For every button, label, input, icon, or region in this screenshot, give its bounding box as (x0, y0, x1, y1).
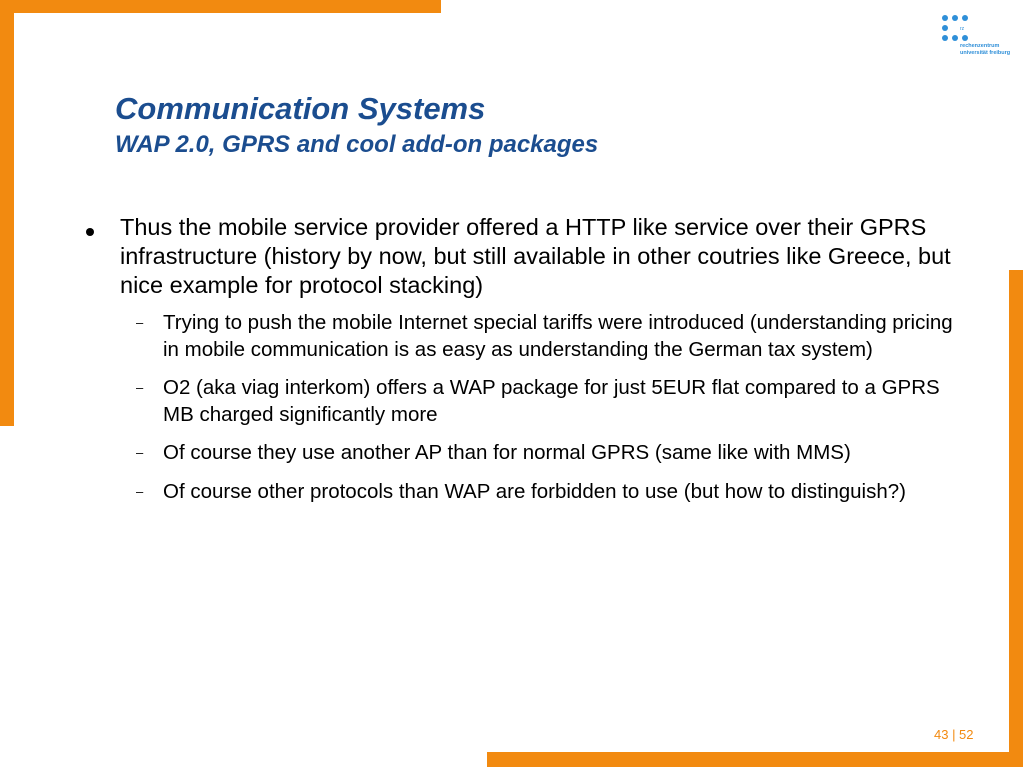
left-accent-bar (0, 0, 14, 426)
main-bullet-text: Thus the mobile service provider offered a HTTP like service over their GPRS infrastructure (history by now, but still available in other coutries like Greece, but nice example for protocol stacking) (120, 214, 951, 298)
sub-bullet-text: Of course other protocols than WAP are forbidden to use (but how to distinguish?) (163, 479, 906, 503)
logo-text (960, 43, 1010, 57)
logo-dots-icon (940, 14, 976, 44)
bottom-accent-bar (487, 752, 1023, 767)
slide-content (84, 213, 964, 517)
sub-bullet (84, 479, 953, 506)
dash-icon: – (136, 380, 144, 395)
right-accent-bar (1009, 270, 1023, 767)
dash-icon: – (136, 445, 144, 460)
rechenzentrum-logo (938, 14, 1011, 64)
top-accent-bar (0, 0, 441, 13)
sub-bullet-text: Of course they use another AP than for normal GPRS (same like with MMS) (163, 441, 851, 464)
sub-bullet-text: Trying to push the mobile Internet special tariffs were introduced (understanding pricing in mobile communication is as easy as understanding the German tax system) (163, 311, 953, 361)
sub-bullet (84, 375, 953, 428)
main-bullet (84, 213, 964, 300)
sub-bullet (84, 310, 953, 363)
page-number: 43 | 52 (934, 727, 974, 742)
bullet-icon (86, 228, 94, 236)
logo-line-2: universität freiburg (960, 50, 1011, 56)
slide-title: Communication Systems (115, 91, 486, 126)
slide-subtitle: WAP 2.0, GPRS and cool add-on packages (115, 131, 599, 158)
sub-bullet (84, 440, 953, 467)
sub-bullet-list (84, 310, 964, 505)
sub-bullet-text: O2 (aka viag interkom) offers a WAP package for just 5EUR flat compared to a GPRS MB charged significantly more (163, 376, 940, 426)
dash-icon: – (136, 483, 144, 499)
logo-line-1: rechenzentrum (960, 43, 1000, 49)
logo-abbreviation: rz (960, 26, 965, 32)
dash-icon: – (136, 315, 144, 330)
